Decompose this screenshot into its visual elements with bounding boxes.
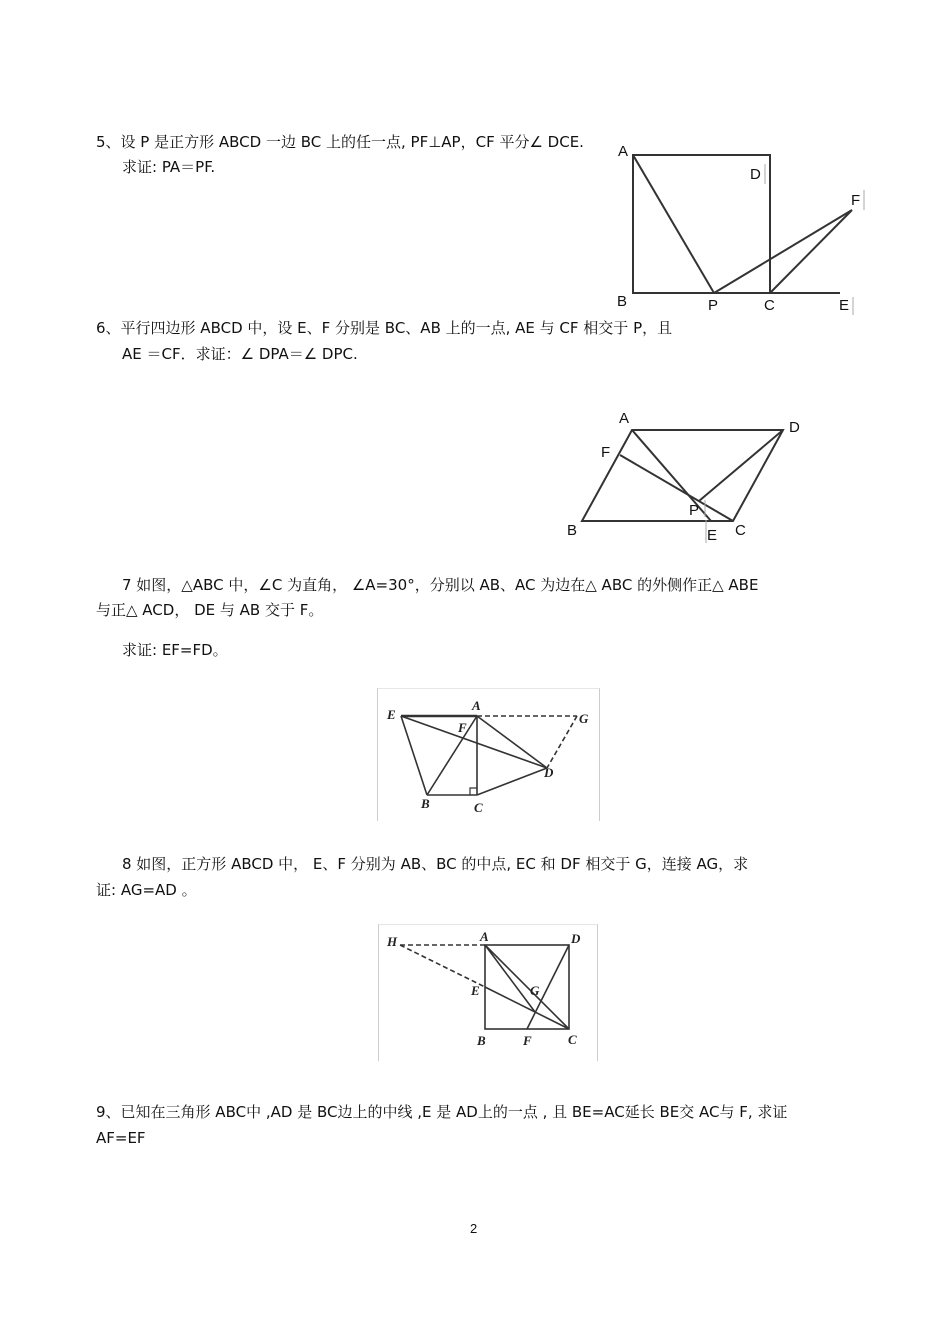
problem-8-statement: 8 如图，正方形 ABCD 中， E、F 分别为 AB、BC 的中点, EC 和 DF 相交于 G，连接 AG，求 [122, 855, 749, 873]
segment-cf [620, 455, 733, 521]
problem-7-statement-cont: 与正△ ACD， DE 与 AB 交于 F。 [96, 601, 324, 619]
label-b: B [421, 796, 430, 811]
label-a: A [480, 929, 489, 944]
label-b: B [477, 1033, 486, 1048]
label-d: D [750, 166, 761, 183]
label-c: C [735, 522, 746, 539]
segment-cd [477, 768, 547, 795]
segment-ec [485, 987, 569, 1029]
figure-6-parallelogram [560, 405, 810, 545]
segment-ag [485, 945, 535, 1012]
label-h: H [387, 934, 398, 949]
label-c: C [474, 800, 483, 815]
label-f: F [851, 192, 861, 209]
label-p: P [708, 297, 719, 314]
problem-6-statement: 6、平行四边形 ABCD 中，设 E、F 分别是 BC、AB 上的一点, AE 与 CF 相交于 P，且 [96, 319, 673, 337]
segment-ae [632, 430, 711, 521]
problem-8-prove: 证: AG=AD 。 [96, 881, 197, 899]
label-d: D [571, 931, 581, 946]
segment-ac [485, 945, 569, 1029]
right-angle-mark [470, 788, 477, 795]
problem-7-prove: 求证: EF=FD。 [122, 641, 228, 659]
label-a: A [619, 410, 630, 427]
label-f: F [601, 444, 611, 461]
problem-5-prove: 求证: PA＝PF. [122, 158, 216, 176]
label-c: C [764, 297, 775, 314]
segment-eb [401, 716, 427, 795]
label-f: F [523, 1033, 532, 1048]
segment-ap [633, 155, 714, 293]
figure-8-square [378, 924, 597, 1061]
label-b: B [567, 522, 578, 539]
page-number: 2 [470, 1221, 478, 1236]
label-g: G [530, 983, 540, 998]
label-b: B [617, 293, 628, 310]
segment-ed [401, 716, 547, 768]
label-a: A [472, 698, 481, 713]
segment-dp [699, 430, 783, 501]
problem-9-statement: 9、已知在三角形 ABC中 ,AD 是 BC边上的中线 ,E 是 AD上的一点 , 且 BE=AC延长 BE交 AC与 F, 求证 [96, 1103, 788, 1121]
label-g: G [579, 711, 589, 726]
label-e: E [839, 297, 850, 314]
label-c: C [568, 1032, 577, 1047]
label-a: A [618, 143, 629, 160]
figure-7-triangles [377, 688, 599, 821]
parallelogram-abcd [582, 430, 783, 521]
problem-6-prove: AE ＝CF．求证：∠ DPA＝∠ DPC. [122, 345, 358, 363]
figure-5-square [610, 140, 870, 320]
segment-he-dashed [400, 945, 485, 987]
segment-gd-dashed [547, 716, 577, 768]
label-d: D [789, 419, 800, 436]
label-e: E [387, 707, 396, 722]
problem-7-statement: 7 如图，△ABC 中，∠C 为直角， ∠A=30°，分别以 AB、AC 为边在△ ABC 的外侧作正△ ABE [122, 576, 759, 594]
label-d: D [544, 765, 554, 780]
label-e: E [471, 983, 480, 998]
label-e: E [707, 527, 718, 544]
problem-5-statement: 5、设 P 是正方形 ABCD 一边 BC 上的任一点, PF⊥AP，CF 平分∠ DCE. [96, 133, 584, 151]
label-f: F [458, 720, 467, 735]
label-p: P [689, 502, 700, 519]
segment-ad [477, 716, 547, 768]
problem-9-prove: AF=EF [96, 1129, 146, 1147]
